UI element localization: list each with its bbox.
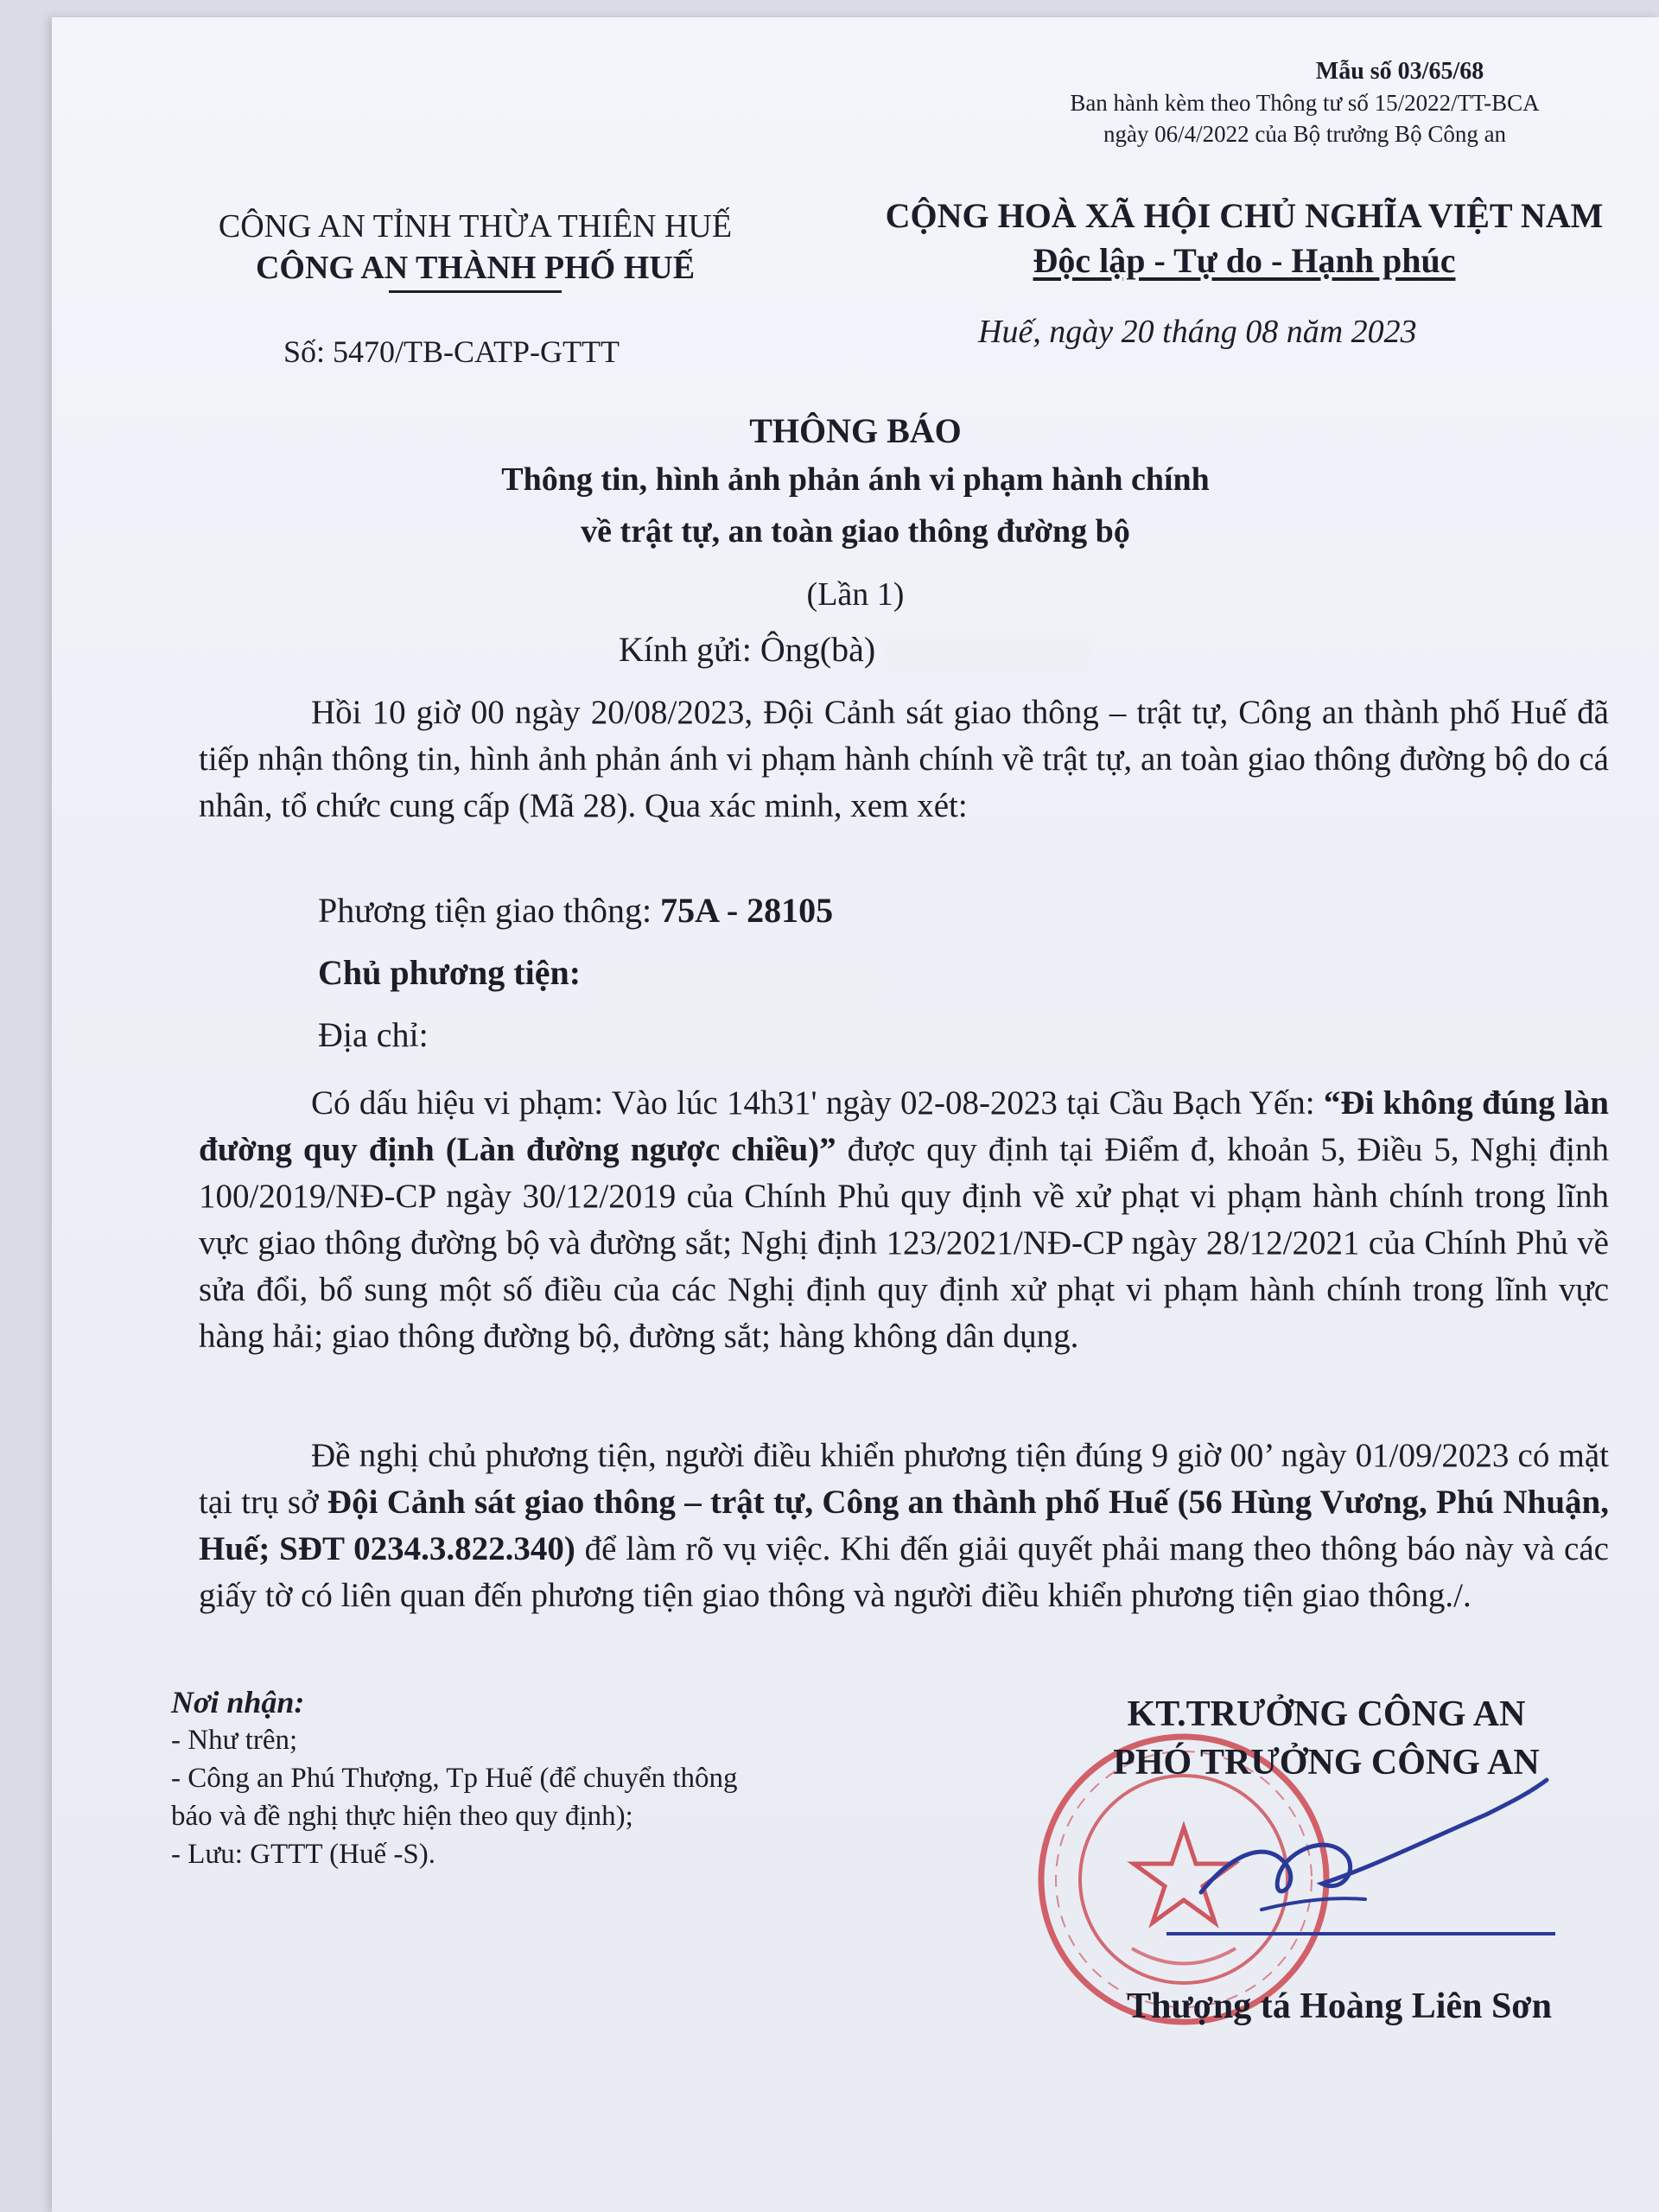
intro-text: Hồi 10 giờ 00 ngày 20/08/2023, Đội Cảnh sát giao thông – trật tự, Công an thành phố Huế đã tiếp nhận thông tin, hình ảnh phản ánh vi phạm hành chính về trật tự, an toàn giao thông đường bộ do cá nhân, tổ chức cung cấp (Mã 28). Qua xác minh, xem xét: [199, 694, 1609, 824]
request-lead: Đề nghị chủ phương tiện, người điều khiển phương tiện đúng 9 giờ 00’ ngày 01/09/2023 có mặt tại trụ sở [199, 1437, 1609, 1521]
document-date: Huế, ngày 20 tháng 08 năm 2023 [978, 314, 1417, 350]
violation-lead: Có dấu hiệu vi phạm: Vào lúc 14h31' ngày 02-08-2023 tại Cầu Bạch Yến: [311, 1084, 1324, 1122]
request-place: Đội Cảnh sát giao thông – trật tự, Công an thành phố Huế (56 Hùng Vương, Phú Nhuận, Huế; SĐT 0234.3.822.340) [199, 1484, 1609, 1567]
signature-title-2: PHÓ TRƯỞNG CÔNG AN [1113, 1743, 1540, 1783]
intro-paragraph [199, 690, 1609, 830]
vehicle-label: Phương tiện giao thông: [318, 891, 661, 930]
document-subtitle-2: về trật tự, an toàn giao thông đường bộ [581, 513, 1130, 550]
attempt-number: (Lần 1) [806, 576, 905, 613]
recipient-item-1: - Như trên; [171, 1725, 298, 1756]
nation-motto: Độc lập - Tự do - Hạnh phúc [1033, 241, 1456, 280]
national-header [812, 194, 1659, 283]
owner-label: Chủ phương tiện: [318, 953, 590, 992]
agency-parent: CÔNG AN TỈNH THỪA THIÊN HUẾ [218, 208, 733, 245]
violation-name: “Đi không đúng làn đường quy định (Làn đường ngược chiều)” [199, 1084, 1609, 1168]
vehicle-plate: 75A - 28105 [660, 891, 834, 930]
document-title: THÔNG BÁO [749, 411, 962, 450]
form-line-2: ngày 06/4/2022 của Bộ trưởng Bộ Công an [1103, 121, 1507, 147]
recipient-label: Kính gửi: Ông(bà) [619, 630, 885, 669]
agency-header [181, 206, 769, 289]
violation-paragraph [199, 1080, 1609, 1360]
request-paragraph [199, 1433, 1609, 1619]
request-rest: để làm rõ vụ việc. Khi đến giải quyết phải mang theo thông báo này và các giấy tờ có liên quan đến phương tiện giao thông và người điều khiển phương tiện giao thông./. [199, 1530, 1609, 1614]
recipient-line [619, 629, 1091, 672]
address-label: Địa chỉ: [318, 1015, 437, 1054]
document-page [52, 17, 1659, 2212]
redacted-owner [589, 957, 883, 995]
form-code: Mẫu số 03/65/68 [1315, 58, 1484, 85]
vehicle-field [318, 890, 833, 931]
redacted-address [437, 1020, 1059, 1058]
document-number: Số: 5470/TB-CATP-GTTT [283, 334, 620, 369]
violation-rest: được quy định tại Điểm đ, khoản 5, Điều 5, Nghị định 100/2019/NĐ-CP ngày 30/12/2019 của Chính Phủ quy định về xử phạt vi phạm hành chính trong lĩnh vực giao thông đường bộ và đường sắt; Nghị định 123/2021/NĐ-CP ngày 28/12/2021 của Chính Phủ về sửa đổi, bổ sung một số điều của các Nghị định quy định xử phạt vi phạm hành chính trong lĩnh vực hàng hải; giao thông đường bộ, đường sắt; hàng không dân dụng. [199, 1131, 1609, 1355]
recipient-item-3: - Lưu: GTTT (Huế -S). [171, 1839, 435, 1870]
recipient-item-2b: báo và đề nghị thực hiện theo quy định); [171, 1801, 633, 1832]
signer-name: Thượng tá Hoàng Liên Sơn [1127, 1986, 1552, 2026]
address-field [318, 1014, 1059, 1058]
nation-name: CỘNG HOÀ XÃ HỘI CHỦ NGHĨA VIỆT NAM [885, 196, 1604, 235]
agency-underline [389, 290, 562, 294]
recipients-list [171, 1683, 738, 1873]
recipient-item-2a: - Công an Phú Thượng, Tp Huế (để chuyển thông [171, 1763, 738, 1794]
redacted-name [884, 634, 1091, 672]
form-reference [1028, 56, 1581, 149]
agency-name: CÔNG AN THÀNH PHỐ HUẾ [255, 250, 696, 286]
owner-field [318, 952, 883, 995]
form-line-1: Ban hành kèm theo Thông tư số 15/2022/TT-BCA [1070, 90, 1540, 116]
recipients-heading: Nơi nhận: [171, 1685, 305, 1719]
signature-title-1: KT.TRƯỞNG CÔNG AN [1127, 1694, 1526, 1734]
document-subtitle-1: Thông tin, hình ảnh phản ánh vi phạm hành chính [501, 461, 1210, 498]
signature-title [1028, 1690, 1624, 1787]
